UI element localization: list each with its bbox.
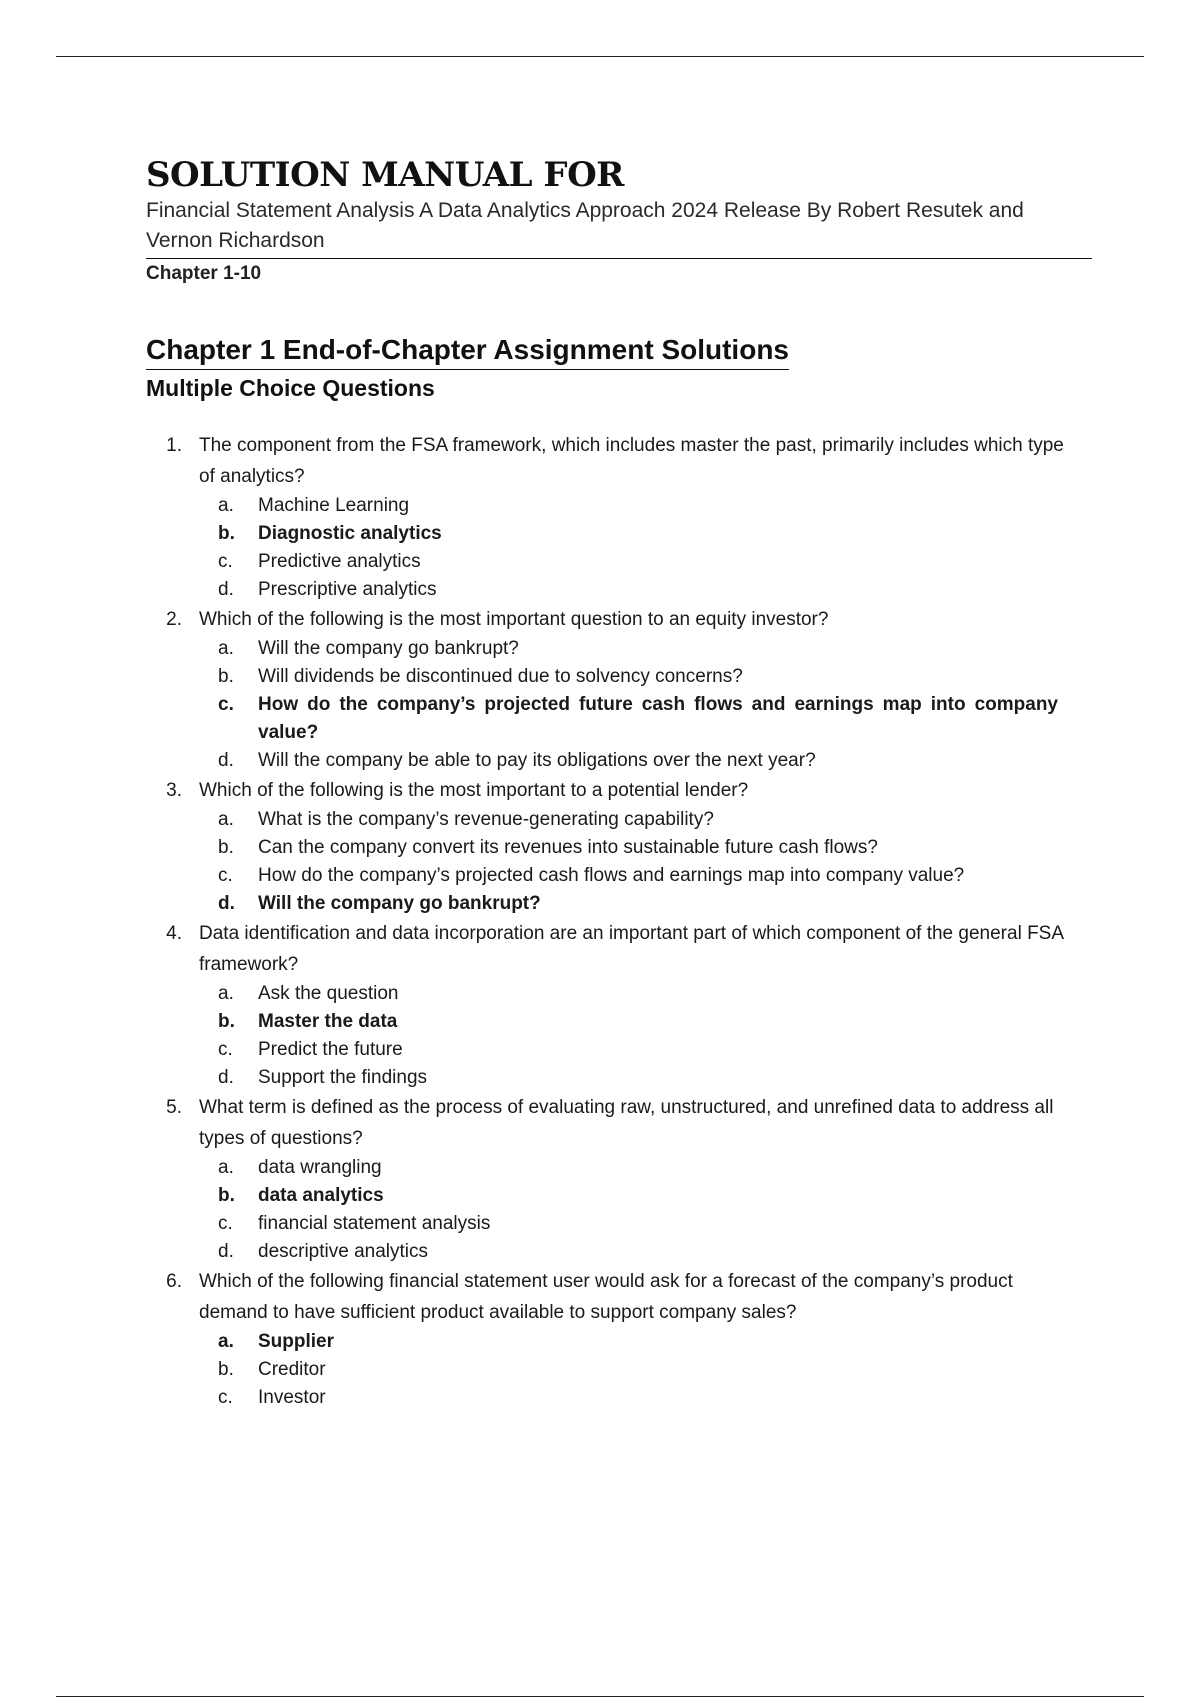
option-text: Supplier [258, 1331, 335, 1352]
option-letter: a. [218, 1331, 234, 1352]
answer-option [218, 834, 1092, 862]
answer-options [218, 635, 1092, 775]
answer-options [218, 806, 1092, 918]
option-letter: c. [218, 551, 233, 572]
question-number: 5. [166, 1097, 182, 1118]
correct-answer-option [218, 1008, 1092, 1036]
answer-options [218, 1328, 1092, 1412]
chapter-range: Chapter 1-10 [146, 263, 262, 284]
subtitle-line-2: Vernon Richardson [146, 229, 325, 252]
option-text: Prescriptive analytics [258, 579, 437, 600]
option-letter: c. [218, 1039, 233, 1060]
option-text: Will the company go bankrupt? [258, 638, 519, 659]
correct-answer-option [218, 1182, 1092, 1210]
option-text: Will the company be able to pay its obligations over the next year? [258, 750, 816, 771]
question-number: 6. [166, 1271, 182, 1292]
answer-option [218, 806, 1092, 834]
question-text: Which of the following is the most important question to an equity investor? [199, 609, 829, 630]
subtitle-line-1: Financial Statement Analysis A Data Analytics Approach 2024 Release By Robert Resutek and [146, 199, 1024, 222]
question-item [146, 918, 1092, 980]
option-text: descriptive analytics [258, 1241, 429, 1262]
question-item [146, 775, 1092, 806]
option-letter: d. [218, 579, 234, 600]
answer-option [218, 1210, 1092, 1238]
option-text: data wrangling [258, 1157, 382, 1178]
correct-answer-option [218, 691, 1092, 747]
option-text: Predict the future [258, 1039, 403, 1060]
question-item [146, 604, 1092, 635]
question-text: Data identification and data incorporation are an important part of which component of the general FSA framework? [199, 923, 1063, 975]
option-text: What is the company’s revenue-generating capability? [258, 809, 714, 830]
correct-answer-option [218, 890, 1092, 918]
question-text: The component from the FSA framework, which includes master the past, primarily includes which type of analytics? [199, 435, 1064, 487]
answer-option [218, 1064, 1092, 1092]
correct-answer-option [218, 520, 1092, 548]
chapter-heading: Chapter 1 End-of-Chapter Assignment Solutions [146, 331, 789, 370]
document-subtitle [146, 196, 1092, 256]
answer-option [218, 548, 1092, 576]
option-letter: d. [218, 750, 234, 771]
option-letter: b. [218, 1011, 235, 1032]
answer-option [218, 663, 1092, 691]
option-letter: a. [218, 495, 234, 516]
question-text: Which of the following is the most important to a potential lender? [199, 780, 749, 801]
question-text: Which of the following financial statement user would ask for a forecast of the company’s product demand to have sufficient product available to support company sales? [199, 1271, 1013, 1323]
question-text: What term is defined as the process of evaluating raw, unstructured, and unrefined data to address all types of questions? [199, 1097, 1054, 1149]
option-text: Master the data [258, 1011, 398, 1032]
section-heading: Multiple Choice Questions [146, 375, 435, 401]
option-letter: a. [218, 1157, 234, 1178]
bottom-rule [56, 1696, 1144, 1697]
answer-option [218, 1356, 1092, 1384]
option-letter: c. [218, 694, 234, 715]
option-letter: b. [218, 1359, 234, 1380]
answer-option [218, 862, 1092, 890]
answer-option [218, 635, 1092, 663]
top-rule [56, 56, 1144, 57]
option-letter: a. [218, 809, 234, 830]
question-number: 2. [166, 609, 182, 630]
question-item [146, 1266, 1092, 1328]
question-item [146, 430, 1092, 492]
option-letter: b. [218, 1185, 235, 1206]
option-text: Can the company convert its revenues into sustainable future cash flows? [258, 837, 878, 858]
option-letter: c. [218, 1387, 233, 1408]
answer-option [218, 747, 1092, 775]
answer-option [218, 1036, 1092, 1064]
answer-option [218, 980, 1092, 1008]
option-text: Support the findings [258, 1067, 428, 1088]
question-number: 4. [166, 923, 182, 944]
question-item [146, 1092, 1092, 1154]
option-text: Ask the question [258, 983, 399, 1004]
option-text: Will the company go bankrupt? [258, 893, 541, 914]
answer-option [218, 1384, 1092, 1412]
answer-options [218, 980, 1092, 1092]
option-text: Predictive analytics [258, 551, 421, 572]
answer-option [218, 1238, 1092, 1266]
question-number: 3. [166, 780, 182, 801]
option-text: How do the company’s projected cash flows and earnings map into company value? [258, 865, 965, 886]
option-text: Diagnostic analytics [258, 523, 442, 544]
option-text: Machine Learning [258, 495, 410, 516]
answer-options [218, 492, 1092, 604]
option-text: Will dividends be discontinued due to solvency concerns? [258, 666, 743, 687]
question-list [146, 430, 1092, 1412]
option-letter: d. [218, 893, 235, 914]
option-letter: a. [218, 638, 234, 659]
correct-answer-option [218, 1328, 1092, 1356]
option-letter: b. [218, 837, 234, 858]
option-letter: b. [218, 666, 234, 687]
option-text: data analytics [258, 1185, 384, 1206]
option-letter: c. [218, 1213, 233, 1234]
option-letter: d. [218, 1067, 234, 1088]
option-text: Investor [258, 1387, 326, 1408]
option-text: How do the company’s projected future cash flows and earnings map into company value? [258, 694, 1058, 743]
option-letter: d. [218, 1241, 234, 1262]
option-text: financial statement analysis [258, 1213, 491, 1234]
option-letter: a. [218, 983, 234, 1004]
option-letter: c. [218, 865, 233, 886]
answer-option [218, 576, 1092, 604]
option-letter: b. [218, 523, 235, 544]
answer-option [218, 1154, 1092, 1182]
answer-option [218, 492, 1092, 520]
document-title: SOLUTION MANUAL FOR [146, 155, 624, 195]
answer-options [218, 1154, 1092, 1266]
question-number: 1. [166, 435, 182, 456]
option-text: Creditor [258, 1359, 326, 1380]
page-content [146, 154, 1092, 1412]
